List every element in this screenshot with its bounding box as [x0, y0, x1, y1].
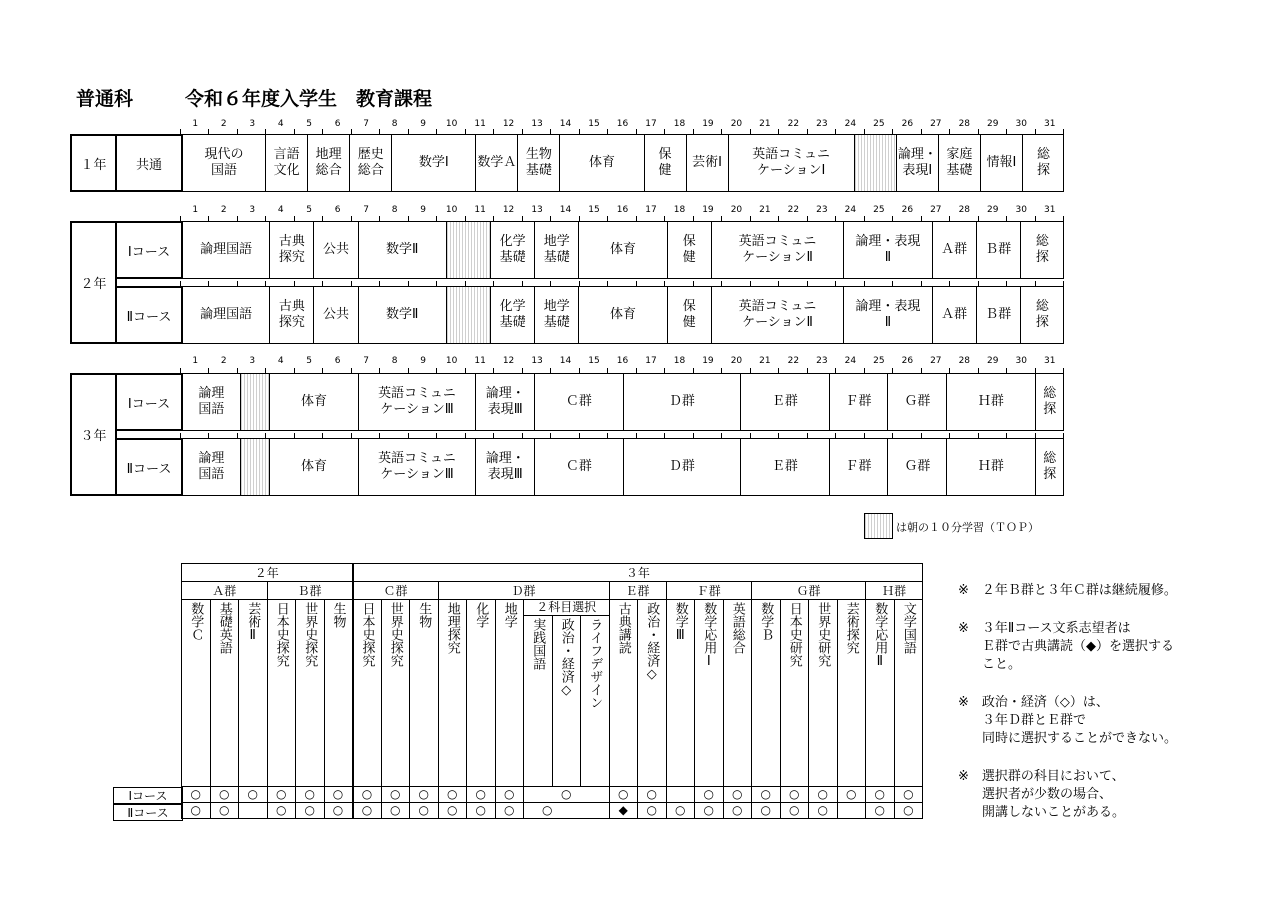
period-number: 3	[249, 356, 256, 366]
timetable-row-year3-course1	[181, 373, 1064, 431]
subject-cell: Ｅ群	[740, 439, 828, 495]
elective-subject: 実践国語	[530, 618, 546, 670]
elective-subject: 世界史探究	[302, 602, 318, 667]
period-number: 20	[730, 205, 743, 215]
period-number: 17	[645, 205, 657, 215]
elective-mark: ○	[894, 787, 923, 803]
note-head: ※ 政治・経済（◇）は、	[958, 695, 1109, 710]
period-number: 27	[930, 205, 942, 215]
elective-mark: ○	[267, 787, 296, 803]
note-item	[958, 694, 1177, 748]
elective-mark: ○	[780, 787, 809, 803]
period-number: 8	[391, 119, 398, 129]
period-number: 29	[987, 119, 999, 129]
period-number: 7	[363, 119, 370, 129]
elective-mark: ○	[438, 787, 467, 803]
morning-study-cell	[446, 287, 490, 343]
period-number: 21	[759, 356, 771, 366]
period-number: 1	[192, 205, 199, 215]
elective-pick-mark: ○	[524, 803, 610, 819]
period-number: 19	[702, 356, 714, 366]
morning-study-cell	[854, 135, 896, 191]
subject-cell: 英語コミュニ ケーションⅢ	[358, 439, 476, 495]
subject-cell: 英語コミュニ ケーションⅡ	[711, 222, 843, 278]
elective-subject: 数学Ｃ	[188, 602, 204, 641]
subject-cell: Ｄ群	[623, 439, 741, 495]
period-number: 26	[901, 356, 914, 366]
period-numbers-year3	[0, 355, 1280, 367]
timetable-row-year1	[181, 134, 1064, 192]
period-number: 9	[420, 356, 426, 366]
elective-mark: ○	[296, 803, 325, 819]
period-number: 18	[673, 119, 686, 129]
note-head: ※ ３年Ⅱコース文系志望者は	[958, 621, 1131, 636]
subject-cell: Ｇ群	[887, 439, 946, 495]
period-number: 2	[220, 356, 227, 366]
subject-cell: 英語コミュニ ケーションⅠ	[728, 135, 854, 191]
course-label-year3-course2: Ⅱコース	[115, 438, 183, 496]
period-number: 9	[420, 205, 426, 215]
subject-cell: 現代の 国語	[181, 135, 265, 191]
elective-mark: ○	[296, 787, 325, 803]
period-number: 29	[987, 356, 999, 366]
elective-mark: ○	[267, 803, 296, 819]
grade-label-year1: １年	[70, 134, 117, 192]
period-number: 12	[502, 119, 515, 129]
period-number: 16	[616, 356, 629, 366]
period-number: 10	[445, 205, 458, 215]
period-number: 4	[277, 119, 284, 129]
elective-subject: 世界史研究	[815, 602, 831, 667]
elective-mark: ○	[324, 803, 353, 819]
elective-subject: 地理探究	[444, 602, 460, 654]
subject-cell: Ｂ群	[976, 222, 1020, 278]
period-numbers-year2	[0, 204, 1280, 216]
elective-mark: ○	[182, 803, 211, 819]
period-number: 16	[616, 205, 629, 215]
period-number: 22	[787, 119, 800, 129]
period-number: 15	[588, 119, 600, 129]
period-number: 2	[220, 119, 227, 129]
period-number: 15	[588, 356, 600, 366]
period-number: 16	[616, 119, 629, 129]
period-number: 18	[673, 356, 686, 366]
course-label-common: 共通	[115, 134, 183, 192]
elective-subject: 英語総合	[729, 602, 745, 654]
period-number: 5	[306, 119, 313, 129]
elective-group-header: Ｃ群	[353, 582, 439, 600]
elective-mark: ○	[467, 803, 496, 819]
elective-subject: 化学	[473, 602, 489, 628]
period-number: 5	[306, 356, 313, 366]
elective-mark: ○	[866, 803, 895, 819]
course-label-year2-course2: Ⅱコース	[115, 286, 183, 344]
subject-cell: 論理・表現 Ⅱ	[843, 222, 931, 278]
period-number: 24	[844, 356, 857, 366]
period-number: 25	[873, 119, 885, 129]
subject-cell: 古典 探究	[269, 287, 313, 343]
subject-cell: 体育	[269, 374, 357, 430]
period-number: 20	[730, 356, 743, 366]
period-number: 3	[249, 205, 256, 215]
elective-mark: ○	[210, 787, 239, 803]
period-number: 19	[702, 205, 714, 215]
period-number: 3	[249, 119, 256, 129]
subject-cell: 論理国語	[181, 222, 269, 278]
elective-mark: ○	[695, 787, 724, 803]
elective-mark: ○	[837, 787, 866, 803]
period-number: 24	[844, 205, 857, 215]
period-number: 14	[559, 205, 572, 215]
subject-cell: Ｂ群	[976, 287, 1020, 343]
period-number: 20	[730, 119, 743, 129]
period-number: 6	[334, 205, 341, 215]
elective-mark: ○	[894, 803, 923, 819]
subject-cell: Ｇ群	[887, 374, 946, 430]
elective-group-header: Ｇ群	[752, 582, 866, 600]
subject-cell: 公共	[313, 222, 357, 278]
subject-cell: 体育	[578, 287, 666, 343]
period-number: 26	[901, 119, 914, 129]
elective-subject: 芸術Ⅱ	[245, 602, 261, 643]
elective-subject: 政治・経済◇	[644, 602, 660, 682]
elective-subject: 日本史探究	[359, 602, 375, 667]
elective-subject: 数学応用Ⅰ	[701, 602, 717, 669]
period-number: 27	[930, 119, 942, 129]
subject-cell: 総 探	[1020, 222, 1064, 278]
subject-cell: Ｃ群	[534, 439, 622, 495]
elective-mark: ○	[410, 803, 439, 819]
subject-cell: 数学Ⅱ	[358, 287, 446, 343]
period-number: 26	[901, 205, 914, 215]
subject-cell: Ｆ群	[829, 374, 888, 430]
period-number: 17	[645, 119, 657, 129]
subject-cell: 論理・ 表現Ⅲ	[475, 439, 534, 495]
subject-cell: 英語コミュニ ケーションⅡ	[711, 287, 843, 343]
hatch-legend-swatch	[864, 513, 893, 539]
note-line: 開講しないことがある。	[982, 805, 1126, 820]
period-number: 25	[873, 205, 885, 215]
elective-pick-label: ２科目選択	[524, 600, 609, 616]
note-line: Ｅ群で古典講読（◆）を選択する	[982, 639, 1174, 654]
subject-cell: 保 健	[644, 135, 686, 191]
note-item	[958, 620, 1177, 674]
elective-subject: 数学Ⅲ	[672, 602, 688, 643]
grade-label-year2: ２年	[70, 221, 117, 344]
period-number: 13	[531, 356, 543, 366]
elective-subject: 数学応用Ⅱ	[872, 602, 888, 669]
elective-mark: ○	[866, 787, 895, 803]
elective-mark: ○	[353, 803, 382, 819]
elective-mark: ○	[182, 787, 211, 803]
elective-subject: 数学Ｂ	[758, 602, 774, 641]
period-number: 7	[363, 356, 370, 366]
period-number: 23	[816, 205, 828, 215]
elective-subject: 基礎英語	[216, 602, 232, 654]
subject-cell: 歴史 総合	[349, 135, 391, 191]
subject-cell: 英語コミュニ ケーションⅢ	[358, 374, 476, 430]
period-number: 7	[363, 205, 370, 215]
period-number: 31	[1044, 356, 1056, 366]
elective-mark: ○	[210, 803, 239, 819]
elective-group-header: Ｅ群	[609, 582, 666, 600]
period-number: 1	[192, 119, 199, 129]
subject-cell: 論理・ 表現Ⅰ	[896, 135, 938, 191]
subject-cell: 情報Ⅰ	[980, 135, 1022, 191]
subject-cell: Ａ群	[932, 287, 976, 343]
period-number: 29	[987, 205, 999, 215]
period-number: 12	[502, 205, 515, 215]
elective-mark: ○	[809, 787, 838, 803]
note-item	[958, 582, 1177, 600]
period-number: 25	[873, 356, 885, 366]
morning-study-cell	[240, 374, 269, 430]
note-line: 選択者が少数の場合、	[982, 787, 1113, 802]
elective-subject: 政治・経済◇	[558, 618, 574, 698]
elective-subject: 日本史探究	[273, 602, 289, 667]
period-number: 1	[192, 356, 199, 366]
grade-label-year3: ３年	[70, 373, 117, 496]
period-number: 8	[391, 356, 398, 366]
period-number: 6	[334, 119, 341, 129]
elective-year-header: ２年	[182, 564, 353, 582]
course-label-year2-course1: Ⅰコース	[115, 221, 183, 279]
subject-cell: 論理・表現 Ⅱ	[843, 287, 931, 343]
period-number: 19	[702, 119, 714, 129]
period-number: 4	[277, 356, 284, 366]
elective-mark: ○	[381, 787, 410, 803]
period-number: 2	[220, 205, 227, 215]
subject-cell: Ｆ群	[829, 439, 888, 495]
elective-course-row	[182, 803, 923, 819]
elective-subject: ライフデザイン	[587, 618, 603, 709]
morning-study-cell	[446, 222, 490, 278]
page-title: 令和６年度入学生 教育課程	[185, 88, 433, 110]
subject-cell: 数学Ⅰ	[391, 135, 475, 191]
subject-cell: Ｃ群	[534, 374, 622, 430]
elective-group-header: Ｂ群	[267, 582, 353, 600]
period-number: 15	[588, 205, 600, 215]
elective-mark: ○	[609, 787, 638, 803]
subject-cell: 芸術Ⅰ	[686, 135, 728, 191]
note-item	[958, 768, 1177, 822]
subject-cell: Ａ群	[932, 222, 976, 278]
period-number: 27	[930, 356, 942, 366]
period-number: 28	[958, 205, 971, 215]
subject-cell: 総 探	[1035, 374, 1064, 430]
period-number: 14	[559, 356, 572, 366]
morning-study-cell	[240, 439, 269, 495]
period-number: 8	[391, 205, 398, 215]
subject-cell: Ｈ群	[946, 439, 1034, 495]
elective-mark: ○	[780, 803, 809, 819]
note-head: ※ 選択群の科目において、	[958, 769, 1125, 784]
elective-mark: ○	[723, 787, 752, 803]
subject-cell: 言語 文化	[265, 135, 307, 191]
elective-group-header: Ａ群	[182, 582, 268, 600]
subject-cell: 保 健	[667, 222, 711, 278]
note-line: 同時に選択することができない。	[982, 731, 1178, 746]
subject-cell: 地学 基礎	[534, 222, 578, 278]
period-number: 4	[277, 205, 284, 215]
elective-pick-mark: ○	[524, 787, 610, 803]
elective-group-header: Ｆ群	[666, 582, 752, 600]
elective-subject: 生物	[416, 602, 432, 628]
elective-mark: ◆	[609, 803, 638, 819]
subject-cell: 古典 探究	[269, 222, 313, 278]
elective-year-header: ３年	[353, 564, 923, 582]
subject-cell: 化学 基礎	[490, 287, 534, 343]
subject-cell: 化学 基礎	[490, 222, 534, 278]
period-number: 17	[645, 356, 657, 366]
subject-cell: 論理 国語	[181, 439, 240, 495]
elective-mark: ○	[438, 803, 467, 819]
elective-course-label: Ⅱコース	[113, 804, 183, 821]
period-number: 11	[474, 356, 486, 366]
note-line: こと。	[982, 657, 1022, 672]
period-number: 21	[759, 119, 771, 129]
elective-subject: 生物	[330, 602, 346, 628]
period-number: 28	[958, 119, 971, 129]
period-number: 10	[445, 356, 458, 366]
elective-subject: 地学	[501, 602, 517, 628]
elective-course-row	[182, 787, 923, 803]
period-number: 30	[1015, 356, 1027, 366]
subject-cell: 公共	[313, 287, 357, 343]
period-number: 28	[958, 356, 971, 366]
period-numbers-year1	[0, 118, 1280, 130]
elective-mark: ○	[467, 787, 496, 803]
subject-cell: 総 探	[1035, 439, 1064, 495]
subject-cell: 数学Ａ	[475, 135, 517, 191]
period-number: 11	[474, 205, 486, 215]
period-number: 11	[474, 119, 486, 129]
note-line: ３年Ｄ群とＥ群で	[982, 713, 1087, 728]
timetable-row-year3-course2	[181, 438, 1064, 496]
elective-subject: 世界史探究	[387, 602, 403, 667]
period-number: 13	[531, 119, 543, 129]
subject-cell: 総 探	[1020, 287, 1064, 343]
period-number: 31	[1044, 205, 1056, 215]
subject-cell: 総 探	[1022, 135, 1064, 191]
elective-group-header: Ｄ群	[438, 582, 609, 600]
timetable-row-year2-course2	[181, 286, 1064, 344]
elective-subject: 日本史研究	[786, 602, 802, 667]
elective-mark: ○	[495, 803, 524, 819]
elective-mark: ○	[723, 803, 752, 819]
period-number: 13	[531, 205, 543, 215]
note-head: ※ ２年Ｂ群と３年Ｃ群は継続履修。	[958, 583, 1177, 598]
subject-cell: 家庭 基礎	[938, 135, 980, 191]
elective-mark	[837, 803, 866, 819]
elective-mark	[239, 803, 268, 819]
period-number: 18	[673, 205, 686, 215]
subject-cell: Ｅ群	[740, 374, 828, 430]
period-number: 14	[559, 119, 572, 129]
subject-cell: 生物 基礎	[517, 135, 559, 191]
subject-cell: 論理国語	[181, 287, 269, 343]
period-number: 9	[420, 119, 426, 129]
period-number: 23	[816, 119, 828, 129]
elective-subjects-table	[181, 563, 923, 819]
elective-mark: ○	[809, 803, 838, 819]
subject-cell: 地学 基礎	[534, 287, 578, 343]
elective-mark: ○	[324, 787, 353, 803]
elective-mark: ○	[381, 803, 410, 819]
subject-cell: 体育	[578, 222, 666, 278]
subject-cell: 論理・ 表現Ⅲ	[475, 374, 534, 430]
period-number: 30	[1015, 119, 1027, 129]
elective-mark: ○	[695, 803, 724, 819]
period-number: 22	[787, 356, 800, 366]
period-number: 23	[816, 356, 828, 366]
elective-group-header: Ｈ群	[866, 582, 923, 600]
period-number: 24	[844, 119, 857, 129]
subject-cell: 体育	[559, 135, 643, 191]
subject-cell: 地理 総合	[307, 135, 349, 191]
elective-subject: 古典講読	[615, 602, 631, 654]
elective-subject: 芸術探究	[843, 602, 859, 654]
elective-mark	[666, 787, 695, 803]
elective-mark: ○	[410, 787, 439, 803]
elective-mark: ○	[239, 787, 268, 803]
elective-subject: 文学国語	[900, 602, 916, 654]
elective-mark: ○	[638, 787, 667, 803]
elective-mark: ○	[638, 803, 667, 819]
elective-mark: ○	[752, 803, 781, 819]
subject-cell: 数学Ⅱ	[358, 222, 446, 278]
elective-mark: ○	[752, 787, 781, 803]
subject-cell: 保 健	[667, 287, 711, 343]
period-number: 22	[787, 205, 800, 215]
notes-section	[958, 582, 1177, 842]
subject-cell: Ｈ群	[946, 374, 1034, 430]
subject-cell: Ｄ群	[623, 374, 741, 430]
course-label-year3-course1: Ⅰコース	[115, 373, 183, 431]
period-number: 31	[1044, 119, 1056, 129]
period-number: 30	[1015, 205, 1027, 215]
elective-course-label: Ⅰコース	[113, 787, 183, 804]
hatch-legend-text: は朝の１０分学習（ＴＯＰ）	[896, 521, 1039, 534]
elective-mark: ○	[666, 803, 695, 819]
period-number: 21	[759, 205, 771, 215]
timetable-row-year2-course1	[181, 221, 1064, 279]
elective-mark: ○	[353, 787, 382, 803]
subject-cell: 論理 国語	[181, 374, 240, 430]
period-number: 10	[445, 119, 458, 129]
department-title: 普通科	[76, 88, 134, 110]
elective-mark: ○	[495, 787, 524, 803]
subject-cell: 体育	[269, 439, 357, 495]
period-number: 5	[306, 205, 313, 215]
period-number: 12	[502, 356, 515, 366]
period-number: 6	[334, 356, 341, 366]
